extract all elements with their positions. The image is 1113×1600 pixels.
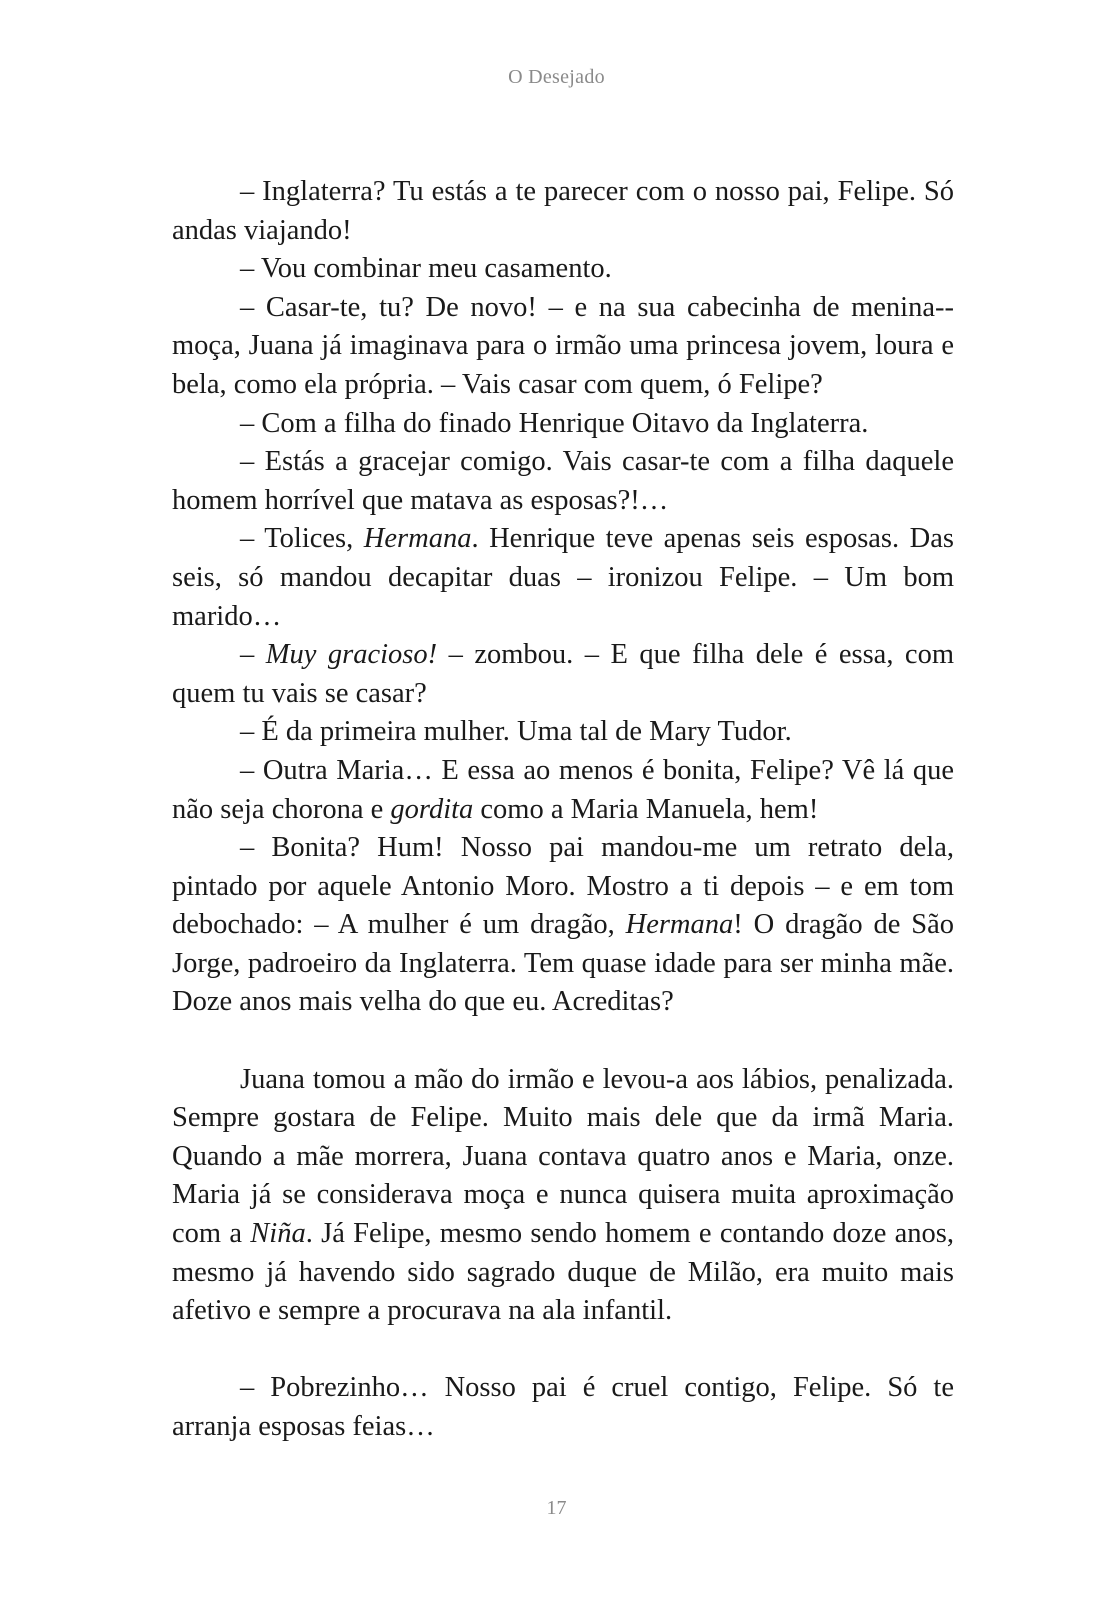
paragraph-6 bbox=[172, 520, 954, 636]
text-run: – bbox=[240, 639, 266, 671]
italic-run: Hermana bbox=[363, 523, 472, 555]
paragraph-8: – É da primeira mulher. Uma tal de Mary Tudor. bbox=[240, 716, 792, 748]
text-run: como a Maria Manuela, hem! bbox=[473, 793, 819, 825]
italic-run: Niña bbox=[250, 1218, 306, 1250]
italic-run: gordita bbox=[390, 793, 474, 825]
text-run: – Outra Maria… E essa ao menos é bonita, Felipe? Vê lá que não seja chorona e bbox=[172, 754, 954, 825]
text-run: . Já Felipe, mesmo sendo homem e contando doze anos, mesmo já havendo sido sagrado duque de Milão, era muito mais afetivo e sempre a procurava na ala infantil. bbox=[172, 1218, 954, 1327]
paragraph-1: – Inglaterra? Tu estás a te parecer com o nosso pai, Felipe. Só andas viajando! bbox=[172, 176, 954, 246]
body-text bbox=[172, 173, 954, 1447]
text-run: – Tolices, bbox=[240, 523, 364, 555]
paragraph-9 bbox=[172, 752, 954, 829]
text-run: Juana tomou a mão do irmão e levou-a aos lábios, penalizada. Sempre gostara de Felipe. Muito mais dele que da irmã Maria. Quando a mãe morrera, Juana contava quatro anos e Maria, onze. Maria já se considerava moça e nunca quisera muita aproximação com a bbox=[172, 1063, 954, 1250]
running-header: O Desejado bbox=[508, 66, 605, 88]
paragraph-4: – Com a filha do finado Henrique Oitavo da Inglaterra. bbox=[240, 407, 869, 439]
text-run: . Henrique teve apenas seis esposas. Das seis, só mandou decapitar duas – ironizou Felipe. – Um bom marido… bbox=[172, 523, 954, 632]
page-number: 17 bbox=[546, 1497, 567, 1519]
paragraph-12: – Pobrezinho… Nosso pai é cruel contigo, Felipe. Só te arranja esposas feias… bbox=[172, 1372, 954, 1442]
paragraph-11 bbox=[172, 1061, 954, 1331]
italic-run: Hermana bbox=[625, 909, 734, 941]
text-run: ! O dragão de São Jorge, padroeiro da Inglaterra. Tem quase idade para ser minha mãe. Doze anos mais velha do que eu. Acreditas? bbox=[172, 909, 955, 1018]
text-run: – zombou. – E que filha dele é essa, com quem tu vais se casar? bbox=[172, 639, 955, 709]
paragraph-5: – Estás a gracejar comigo. Vais casar-te com a filha daquele homem horrível que matava as esposas?!… bbox=[172, 446, 954, 516]
text-run: – Bonita? Hum! Nosso pai mandou-me um retrato dela, pintado por aquele Antonio Moro. Mostro a ti depois – e em tom debochado: – A mulher é um dragão, bbox=[172, 832, 954, 941]
italic-run: Muy gracioso! bbox=[265, 639, 438, 671]
paragraph-3: – Casar-te, tu? De novo! – e na sua cabecinha de menina-moça, Juana já imaginava para o irmão uma princesa jovem, loura e bela, como ela própria. – Vais casar com quem, ó Felipe? bbox=[172, 291, 954, 400]
paragraph-7 bbox=[172, 636, 954, 713]
paragraph-10 bbox=[172, 829, 954, 1022]
paragraph-2: – Vou combinar meu casamento. bbox=[240, 253, 612, 285]
